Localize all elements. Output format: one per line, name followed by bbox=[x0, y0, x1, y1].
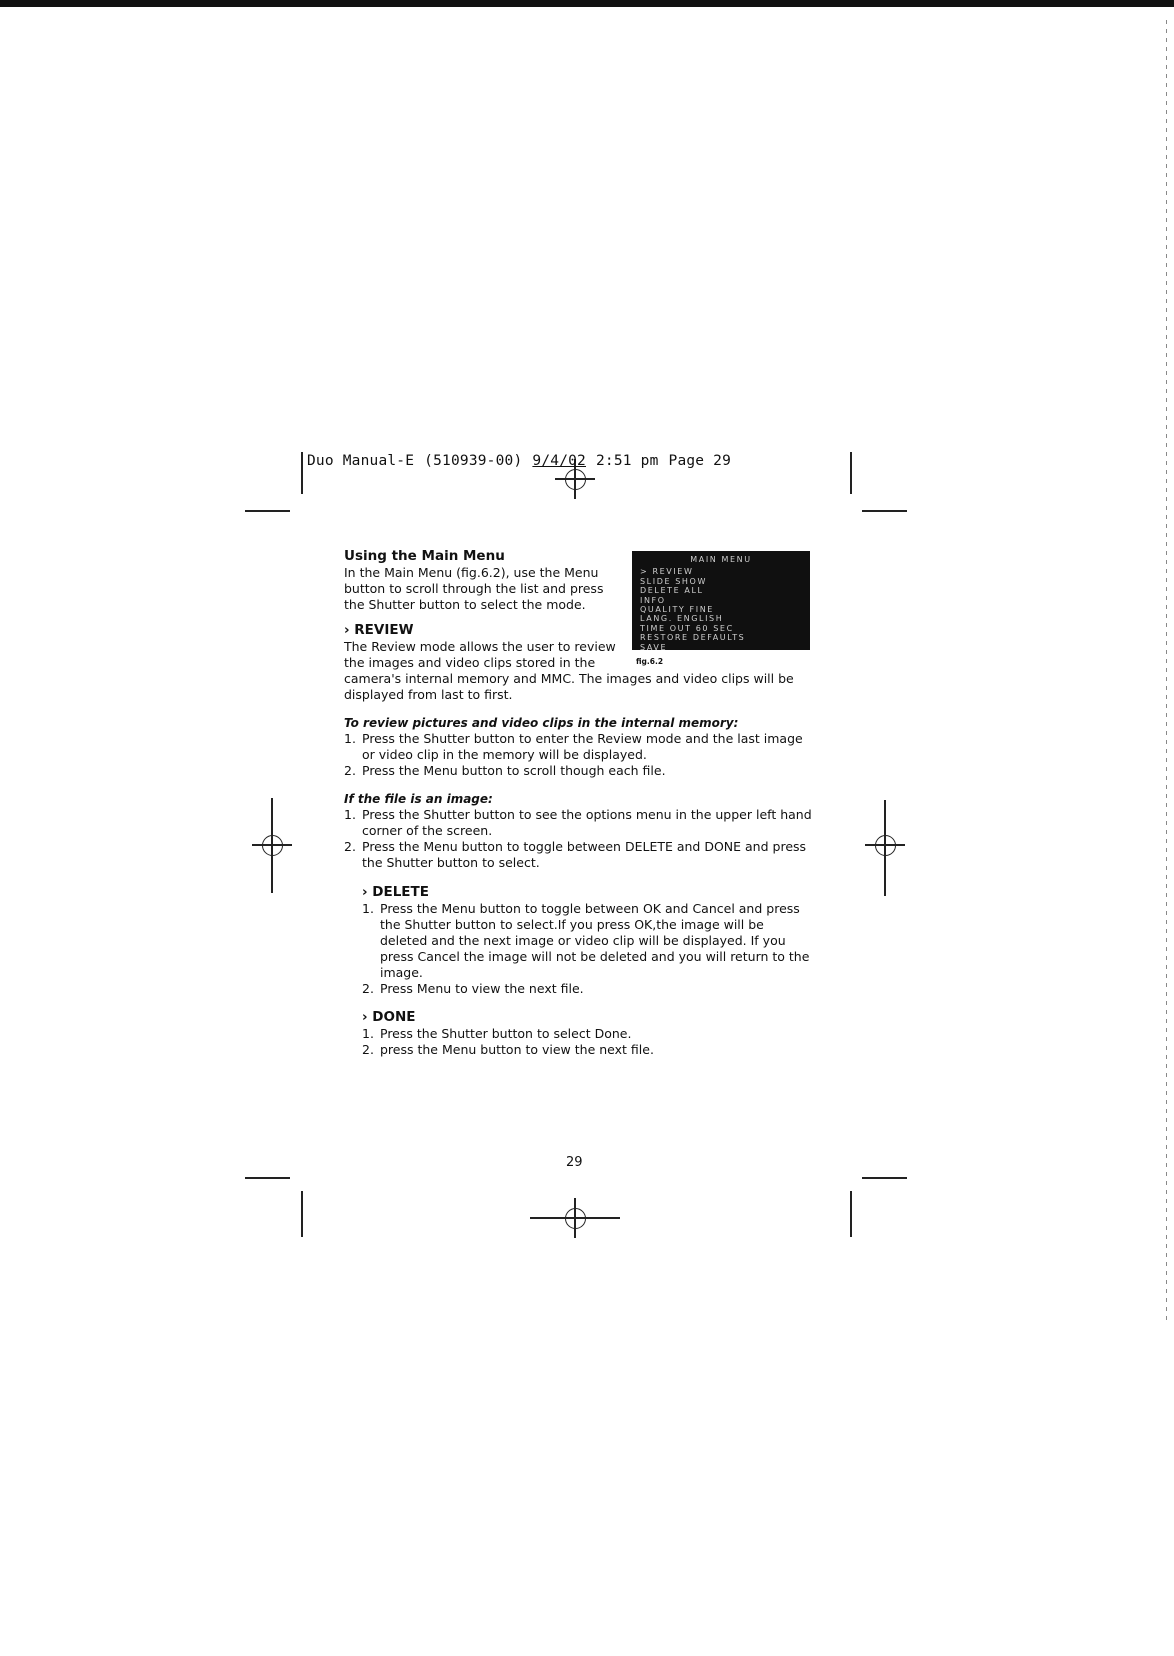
menu-screen-item: DELETE ALL bbox=[640, 586, 704, 596]
intro-line: the Shutter button to select the mode. bbox=[344, 597, 586, 612]
list-number: 1. bbox=[344, 807, 356, 822]
intro-line: button to scroll through the list and press bbox=[344, 581, 604, 596]
crop-mark bbox=[862, 1177, 907, 1179]
crop-mark bbox=[850, 452, 852, 494]
menu-screen-item: INFO bbox=[640, 595, 666, 605]
page-content bbox=[344, 548, 814, 1058]
list-item bbox=[362, 901, 814, 981]
list-item bbox=[344, 807, 814, 839]
header-time: 2:51 pm bbox=[596, 453, 659, 469]
crop-mark bbox=[245, 510, 290, 512]
scan-top-border bbox=[0, 0, 1174, 7]
crop-mark bbox=[271, 798, 273, 893]
menu-screen-item: > REVIEW bbox=[640, 567, 694, 577]
list-text: Press the Shutter button to select Done. bbox=[380, 1026, 632, 1041]
header-date: 9/4/02 bbox=[532, 453, 586, 469]
list-number: 2. bbox=[344, 763, 356, 778]
review-heading: › REVIEW bbox=[344, 622, 414, 638]
list-item bbox=[362, 1026, 814, 1042]
crop-mark bbox=[530, 1217, 620, 1219]
image-file-heading: If the file is an image: bbox=[344, 792, 493, 806]
menu-screen-item: QUALITY FINE bbox=[640, 605, 714, 615]
list-item bbox=[344, 731, 814, 763]
list-number: 2. bbox=[362, 1042, 374, 1057]
list-number: 2. bbox=[362, 981, 374, 996]
header-page: Page 29 bbox=[668, 453, 732, 469]
crop-mark bbox=[850, 1191, 852, 1237]
menu-screen-item: LANG. ENGLISH bbox=[640, 614, 724, 624]
crop-mark bbox=[301, 452, 303, 494]
menu-screen-item: SLIDE SHOW bbox=[640, 576, 707, 586]
done-heading: › DONE bbox=[362, 1009, 416, 1025]
list-number: 1. bbox=[362, 901, 374, 916]
list-item bbox=[362, 981, 814, 997]
internal-memory-heading: To review pictures and video clips in the internal memory: bbox=[344, 716, 739, 730]
figure-caption: fig.6.2 bbox=[636, 657, 664, 666]
header-code: (510939-00) bbox=[424, 453, 523, 469]
list-text: Press the Menu button to toggle between DELETE and DONE and press the Shutter button to select. bbox=[362, 839, 807, 870]
review-text: The Review mode allows the user to review bbox=[344, 639, 616, 654]
crop-mark bbox=[245, 1177, 290, 1179]
list-text: Press the Menu button to scroll though each file. bbox=[362, 763, 666, 778]
list-number: 2. bbox=[344, 839, 356, 854]
list-text: Press the Shutter button to enter the Review mode and the last image or video clip in the memory will be displayed. bbox=[362, 731, 803, 762]
menu-screen-item: RESTORE DEFAULTS bbox=[640, 633, 746, 643]
section-title: Using the Main Menu bbox=[344, 548, 505, 564]
intro-line: In the Main Menu (fig.6.2), use the Menu bbox=[344, 565, 599, 580]
menu-screen-item: SAVE bbox=[640, 642, 668, 652]
list-item bbox=[344, 839, 814, 871]
review-text: the images and video clips stored in the bbox=[344, 655, 596, 670]
list-text: press the Menu button to view the next file. bbox=[380, 1042, 654, 1057]
internal-memory-steps bbox=[344, 731, 814, 779]
list-text: Press the Menu button to toggle between OK and Cancel and press the Shutter button to select.If you press OK,the image will be deleted and the next image or video clip will be displayed. If you press Cancel the image will not be deleted and you will return to the image. bbox=[380, 901, 810, 980]
list-item bbox=[344, 763, 814, 779]
review-text: camera's internal memory and MMC. The images and video clips will be displayed from last to first. bbox=[344, 671, 794, 702]
image-file-steps bbox=[344, 807, 814, 871]
delete-block bbox=[344, 884, 814, 1058]
list-number: 1. bbox=[344, 731, 356, 746]
list-item bbox=[362, 1042, 814, 1058]
list-text: Press Menu to view the next file. bbox=[380, 981, 584, 996]
delete-steps bbox=[362, 901, 814, 997]
list-text: Press the Shutter button to see the options menu in the upper left hand corner of the screen. bbox=[362, 807, 812, 838]
menu-screen-item: TIME OUT 60 SEC bbox=[640, 623, 734, 633]
menu-screen-title: MAIN MENU bbox=[690, 555, 752, 564]
scan-right-edge bbox=[1166, 20, 1167, 1320]
crop-mark bbox=[862, 510, 907, 512]
delete-heading: › DELETE bbox=[362, 884, 429, 900]
done-steps bbox=[362, 1026, 814, 1058]
header-doc: Duo Manual-E bbox=[307, 453, 415, 469]
crop-mark bbox=[884, 800, 886, 896]
list-number: 1. bbox=[362, 1026, 374, 1041]
page-number: 29 bbox=[566, 1155, 583, 1170]
print-header bbox=[307, 453, 807, 469]
crop-mark bbox=[301, 1191, 303, 1237]
